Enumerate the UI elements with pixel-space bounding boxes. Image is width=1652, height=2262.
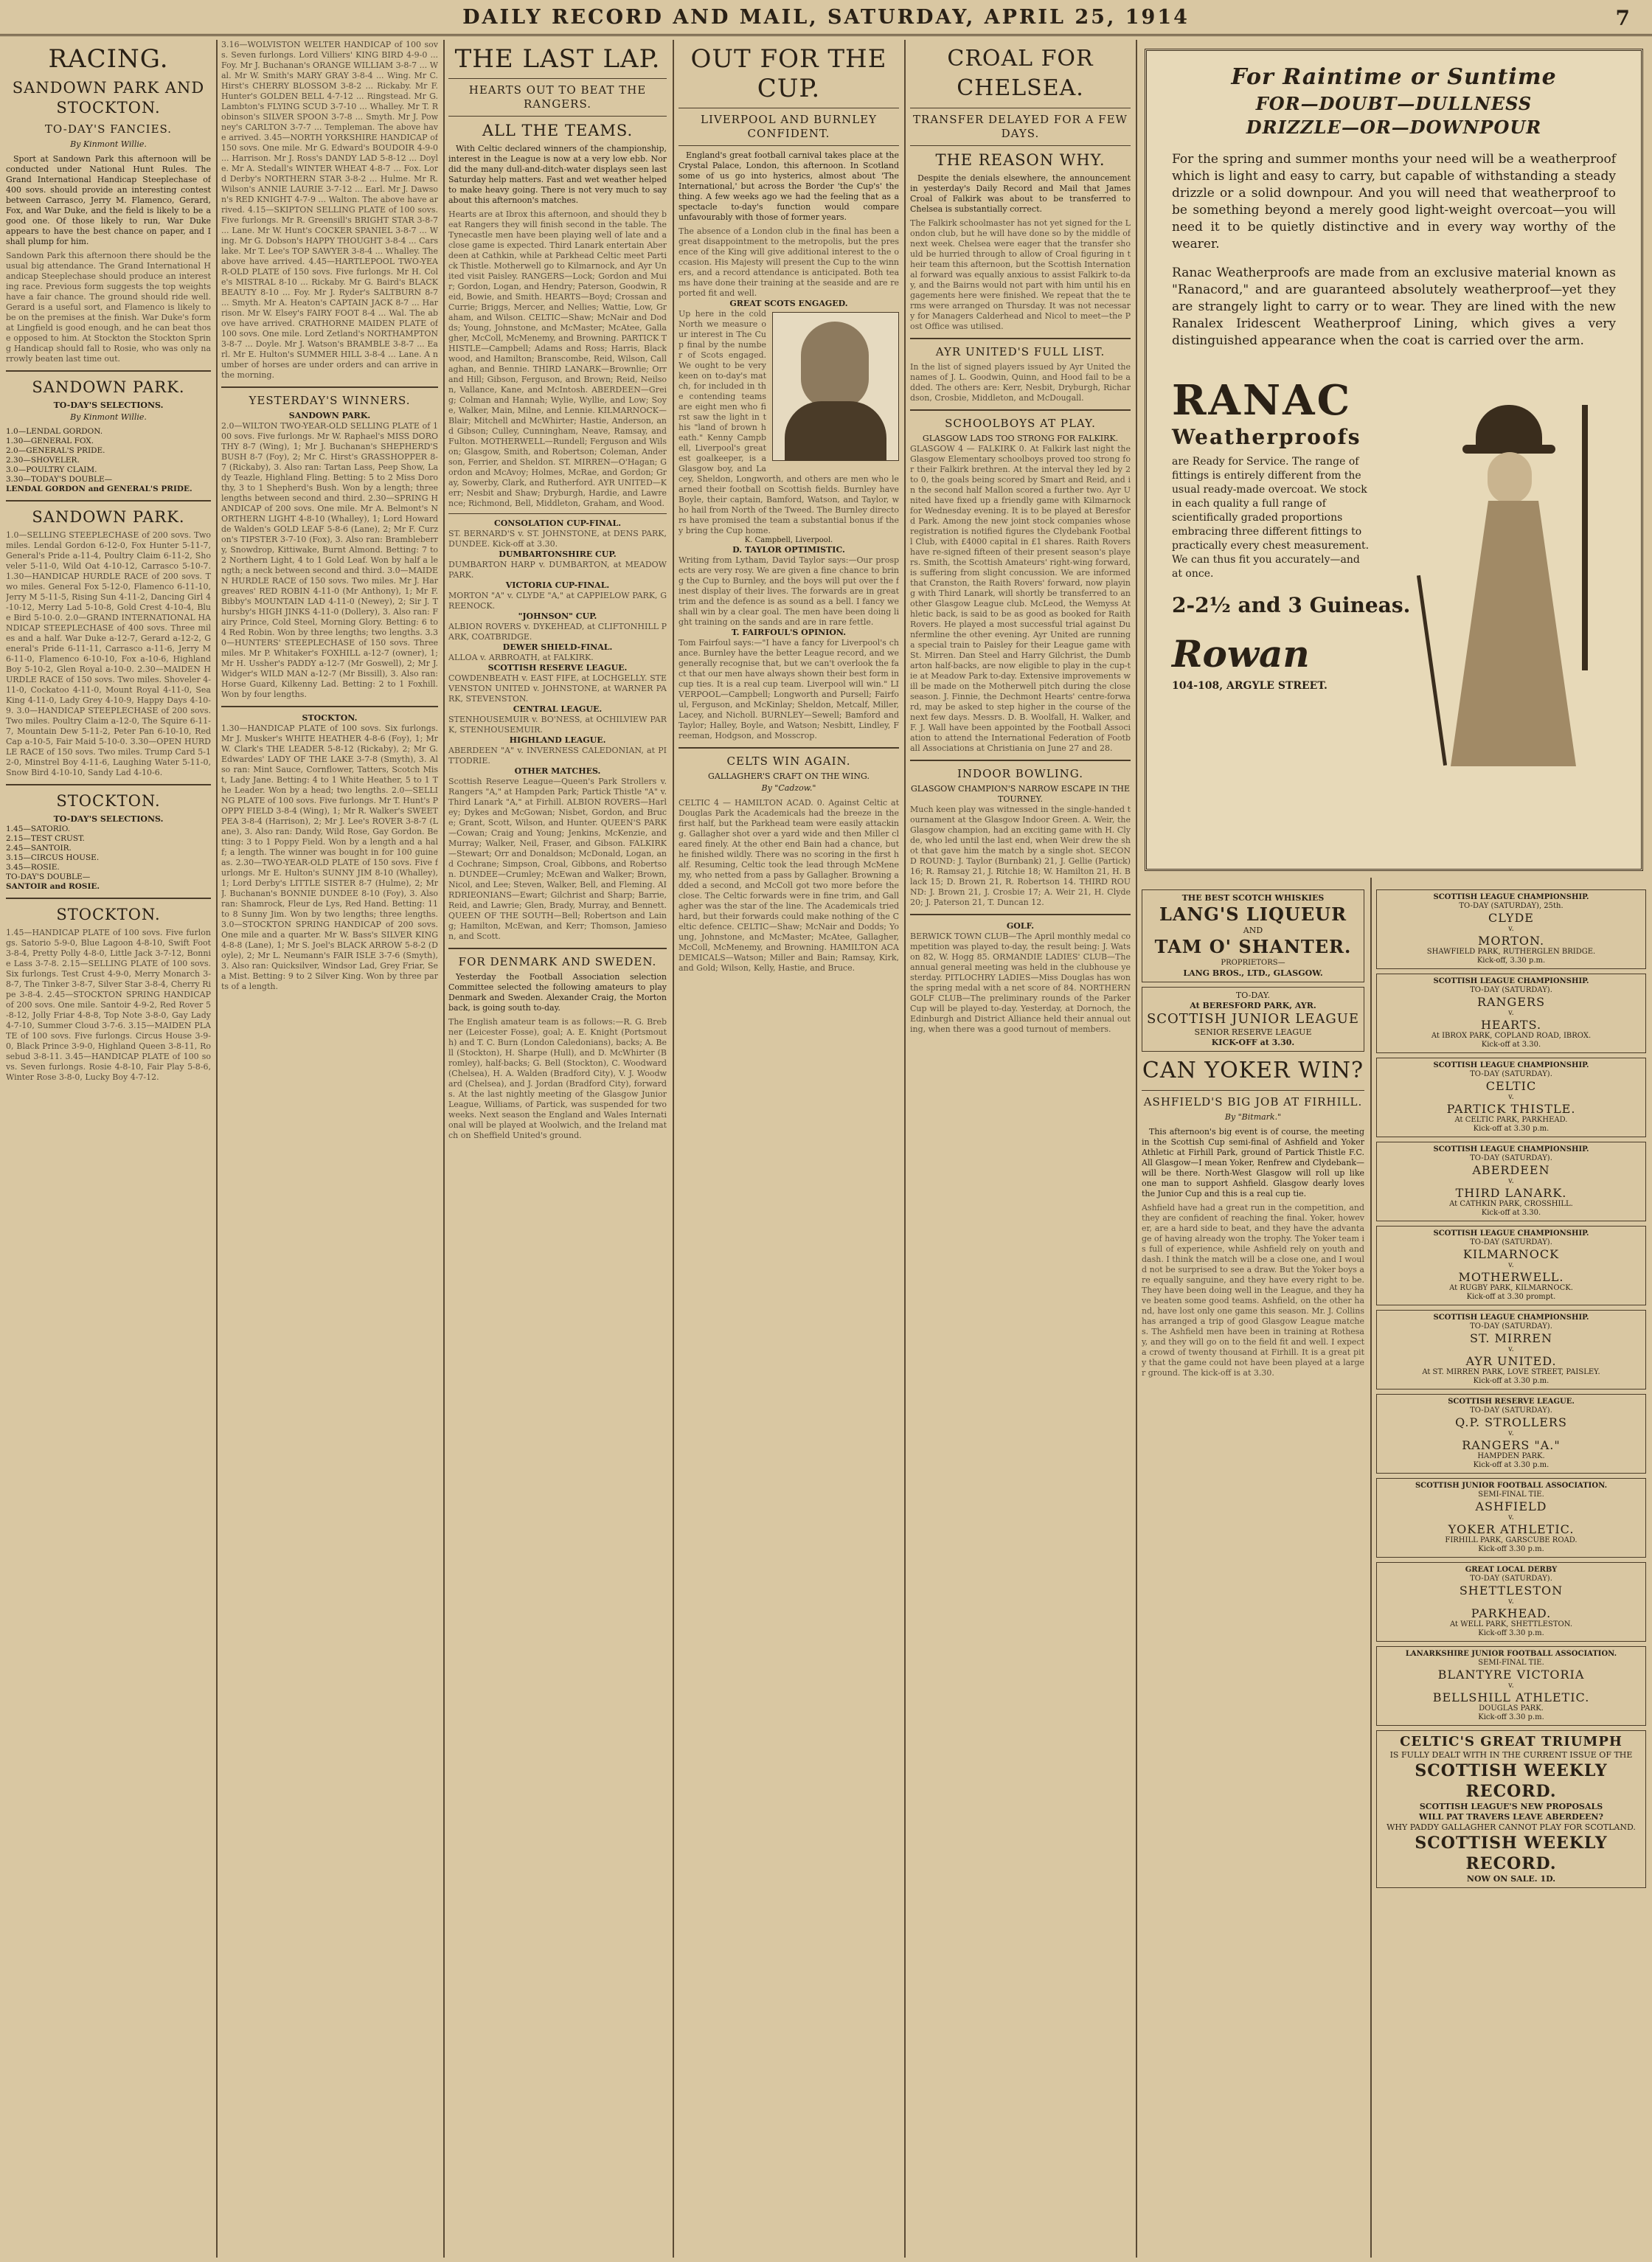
subhead-fairfoul: T. FAIRFOUL'S OPINION.: [731, 628, 847, 637]
fixture-venue: DOUGLAS PARK.: [1479, 1704, 1544, 1713]
fixture-versus: v.: [1508, 1597, 1514, 1606]
subhead-consolation: CONSOLATION CUP-FINAL.: [493, 518, 622, 528]
race-card-filler: 1.0—SELLING STEEPLECHASE of 200 sovs. Two miles. Lendal Gordon 6-12-0, Fox Hunter 5-11-7, General's Pride a-11-4, Poultry Claim 6-11-2, Shoveler 5-11-0, Wild Oat 4-10-12, Carrasco 5-10-7. 1.30—HANDICAP HURDLE RACE of 200 sovs. Two miles. General Fox 5-12-0, Flamenco 6-11-10, Jerry M 5-11-5, Rising Sun 4-11-2, Dancing Girl 4-10-12, Merry Lad 5-10-8, Gold Crest 4-10-4, Blue Bird 5-10-0. 2.0—GRAND INTERNATIONAL HANDICAP STEEPLECHASE of 400 sovs. Three miles and a half. War Duke a-12-7, Gerard a-12-2, General's Pride 6-11-11, Carrasco a-11-6, Jerry M 6-11-0, Flamenco 6-10-10, Fox a-10-6, Highland Boy 5-10-2, Glen Royal a-10-0. 2.30—MAIDEN HURDLE RACE of 150 sovs. Two miles. Shoveler 4-11-0, Cockatoo 4-11-0, Mount Royal 4-11-0, Sea King 4-11-0, Lady Grey 4-10-9, Happy Days 4-10-9. 3.0—HANDICAP STEEPLECHASE of 200 sovs. Two miles. Poultry Claim a-12-0, The Squire 6-11-7, Mountain Dew 5-11-2, Peter Pan 6-10-10, Red Cap a-10-5, Fair Maid 5-10-0. 3.30—OPEN HURDLE RACE of 150 sovs. Two miles. Trump Card 5-12-0, Minstrel Boy 4-11-6, Laughing Water 5-11-0, Snow Bird 4-10-10, Sandy Lad 4-10-6.: [6, 530, 211, 777]
whisky-advertisement: [1142, 889, 1364, 982]
divider: [910, 760, 1131, 761]
lamp-post: [1582, 405, 1588, 670]
fixture-versus: v.: [1508, 1513, 1514, 1522]
fixture-venue: At RUGBY PARK, KILMARNOCK.: [1449, 1284, 1573, 1292]
race-card-filler: 3.16—WOLVISTON WELTER HANDICAP of 100 sovs. Seven furlongs. Lord Villiers' KING BIRD 4-9-0 ... Foy. Mr J. Buchanan's ORANGE WILLIAM 3-8-7 ... Wal. Mr W. Smith's MARY GRAY 3-8-4 ... Wing. Mr C. Hirst's CHERRY BLOSSOM 3-8-2 ... Rickaby. Mr F. Hunter's GOLDEN BELL 4-7-12 ... Ringstead. Mr G. Lambton's FLYING SCUD 3-7-10 ... Whalley. Mr T. Robinson's SILVER SPOON 3-7-8 ... Smyth. Mr J. Powney's CARLTON 3-7-7 ... Templeman. The above have arrived. 3.45—NORTH YORKSHIRE HANDICAP of 150 sovs. One mile. Mr G. Edward's BOUDOIR 4-9-0 ... Harrison. Mr J. Ross's DANDY LAD 5-8-12 ... Doyle. Mr A. Stedall's WINTER WHEAT 4-8-7 ... Fox. Lord Derby's NORTHERN STAR 3-8-2 ... Hulme. Mr R. Wilson's ANNIE LAURIE 3-7-12 ... Earl. Mr J. Dawson's RED KNIGHT 4-7-9 ... Walton. The above have arrived. 4.15—SKIPTON SELLING PLATE of 100 sovs. Five furlongs. Mr R. Greensill's BRIGHT STAR 3-8-7 ... Lane. Mr W. Hunt's COCKER SPANIEL 3-8-7 ... Wing. Mr G. Dobson's HAPPY THOUGHT 3-8-4 ... Carslake. Mr T. Lee's TOP SAWYER 3-8-4 ... Whalley. The above have arrived. 4.45—HARTLEPOOL TWO-YEAR-OLD PLATE of 150 sovs. Five furlongs. Mr H. Cole's MISTRAL 8-10 ... Rickaby. Mr G. Baird's BLACK BEAUTY 8-10 ... Foy. Mr J. Ryder's SALTBURN 8-7 ... Smyth. Mr A. Heaton's CAPTAIN JACK 8-7 ... Harrison. Mr W. Elsey's FAIRY FOOT 8-4 ... Wal. The above have arrived. CRATHORNE MAIDEN PLATE of 100 sovs. One mile. Lord Zetland's NORTHAMPTON 3-8-7 ... Doyle. Mr J. Watson's BRAMBLE 3-8-7 ... Earl. Mr E. Hulton's SUMMER HILL 3-8-4 ... Lane. A number of horses are under orders and can arrive in the morning.: [221, 40, 438, 380]
subhead-yesterdays-winners: YESTERDAY'S WINNERS.: [249, 394, 411, 407]
fixture-box: [1376, 1394, 1646, 1474]
fixture-venue: At ST. MIRREN PARK, LOVE STREET, PAISLEY.: [1422, 1368, 1600, 1376]
article-body-filler: In the list of signed players issued by Ayr United the names of J. L. Goodwin, Quinn, and Hood fail to be added. The others are: Kerr, Nesbit, Dryburgh, Richardson, Crosbie, Middleton, and McDougall.: [910, 362, 1131, 403]
article-paragraph: Sport at Sandown Park this afternoon will be conducted under National Hunt Rules. The Grand International Handicap Steeplechase of 400 sovs. should provide an interesting contest between Carrasco, Jerry M. Flamenco, Gerard, Fox, and War Duke, and the field is likely to be a good one. Of those likely to run, War Duke appears to have the best chance on paper, and I shall plump for him.: [6, 154, 211, 246]
photo-caption: K. Campbell, Liverpool.: [744, 536, 833, 544]
divider: [678, 747, 899, 749]
subhead-schoolboys: SCHOOLBOYS AT PLAY.: [945, 417, 1096, 430]
divider: [6, 500, 211, 502]
promo-line: WHY PADDY GALLAGHER CANNOT PLAY FOR SCOTLAND.: [1386, 1822, 1636, 1832]
fixture-heading: SCOTTISH JUNIOR FOOTBALL ASSOCIATION.: [1415, 1482, 1608, 1490]
fixture-list: [1376, 889, 1646, 1726]
fixture-heading: GREAT LOCAL DERBY: [1465, 1566, 1558, 1574]
team-filler: DUMBARTON HARP v. DUMBARTON, at MEADOW PARK.: [448, 560, 667, 580]
article-body-filler: CELTIC 4 — HAMILTON ACAD. 0. Against Celtic at Douglas Park the Academicals had the breeze in the first half, but the Parkhead team were easily attacking. Gallagher shot over a yard wide and then Miller cleared finely. At the other end Bain had a chance, but he finished wildly. There was no scoring in the first half. Resuming, Celtic took the lead through McMenemy, who netted from a pass by Gallagher. Browning added a second, and McColl got two more before the close. The Celtic forwards were in fine trim, and Gallagher was the star of the line. The Academicals tried hard, but their forwards could make nothing of the Celtic defence. CELTIC—Shaw; McNair and Dodds; Young, Johnstone, and McMaster; McAtee, Gallagher, McColl, McMenemy, and Browning. HAMILTON ACADEMICALS—Watson; Miller and Bain; Ramsay, Kirk, and Gold; Wilson, Kelly, Hastie, and Bruce.: [678, 798, 899, 973]
article-body-filler: Up here in the cold North we measure our interest in The Cup final by the number of Scots engaged. We ought to be very keen on to-day's match, for included in the contending teams are eight men who first saw the light in this "land of brown heath." Kenny Campbell, Liverpool's greatest goalkeeper, is a Glasgow boy, and Lacey, Sheldon, Longworth, and others are men who learned their football on Scottish fields. Burnley have Boyle, their captain, Bamford, Watson, and Taylor, who hail from North of the Tweed. The Burnley directors have promised the team a substantial bonus if they bring the Cup home.: [678, 309, 899, 535]
article-body-filler: The Falkirk schoolmaster has not yet signed for the London club, but he will have done so by the middle of next week. Chelsea were eager that the transfer should be hurried through to allow of Croal figuring in their team this afternoon, but the Scottish International forward was equally anxious to assist Falkirk to-day, and the Bairns would not part with him until his engagements here were finished. We repeat that the terms were arranged on Thursday. It was not necessary for Managers Calderhead and Nicol to meet—the Post Office was utilised.: [910, 218, 1131, 331]
fixture-team: AYR UNITED.: [1465, 1354, 1557, 1368]
selection-item: 2.0—GENERAL'S PRIDE.: [6, 446, 105, 455]
article-paragraph: England's great football carnival takes place at the Crystal Palace, London, this afternoon. In Scotland some of us go into hysterics, almost about 'The International,' but across the Border 'the Cup's' the thing. A few weeks ago we had the feeling that as a spectacle to-day's function would compare unfavourably with those of former years.: [678, 150, 899, 222]
fixture-heading: SCOTTISH LEAGUE CHAMPIONSHIP.: [1433, 1145, 1589, 1153]
subhead-liverpool-burnley: LIVERPOOL AND BURNLEY CONFIDENT.: [700, 113, 878, 140]
article-body-filler: The absence of a London club in the final has been a great disappointment to the metropolis, but the presence of the King will give additional interest to the occasion. His Majesty will present the Cup to the winners, and a record attendance is anticipated. Both teams have done their training at the seaside and are reported fit and well.: [678, 226, 899, 298]
headline-racing: RACING.: [48, 44, 169, 74]
newspaper-title: DAILY RECORD AND MAIL, SATURDAY, APRIL 25, 1914: [462, 5, 1190, 29]
subhead-sandown-park: SANDOWN PARK.: [32, 378, 185, 396]
subhead-hearts: HEARTS OUT TO BEAT THE RANGERS.: [468, 83, 647, 111]
fixture-team: MOTHERWELL.: [1458, 1270, 1564, 1284]
notice-line: KICK-OFF at 3.30.: [1211, 1038, 1295, 1047]
fixture-venue: HAMPDEN PARK.: [1477, 1452, 1545, 1460]
fixture-heading: LANARKSHIRE JUNIOR FOOTBALL ASSOCIATION.: [1405, 1650, 1617, 1658]
fixture-heading: SCOTTISH LEAGUE CHAMPIONSHIP.: [1433, 1061, 1589, 1069]
fixture-date: TO-DAY (SATURDAY), 25th.: [1459, 902, 1564, 910]
selection-item: 2.15—TEST CRUST.: [6, 834, 85, 843]
ad-line: LANG'S LIQUEUR: [1159, 903, 1347, 925]
subhead-dumbartonshire: DUMBARTONSHIRE CUP.: [499, 549, 617, 559]
fixture-team: Q.P. STROLLERS: [1455, 1415, 1567, 1429]
subhead-indoor-bowling: INDOOR BOWLING.: [957, 767, 1083, 780]
subhead-fancies: TO-DAY'S FANCIES.: [44, 122, 173, 136]
fixture-versus: v.: [1508, 925, 1514, 933]
ad-copy: For the spring and summer months your need will be a weatherproof which is light and easy to carry, but capable of withstanding a steady drizzle or a solid downpour. And you will need that weatherproof to be something beyond a merely good light-weight overcoat—you will need it to be quietly distinctive and in every way worthy of the wearer.: [1172, 152, 1616, 251]
fixture-venue: FIRHILL PARK, GARSCUBE ROAD.: [1445, 1536, 1578, 1544]
subhead-other-matches: OTHER MATCHES.: [514, 766, 601, 776]
ad-address: 104-108, ARGYLE STREET.: [1172, 680, 1328, 692]
divider: [448, 513, 667, 514]
subhead-central-league: CENTRAL LEAGUE.: [513, 704, 603, 714]
article-paragraph: With Celtic declared winners of the championship, interest in the League is now at a very low ebb. Nor did the many dull-and-ditch-water displays seen last Saturday help matters. Fast and wet weather helped to make heavy going. There is not very much to say about this afternoon's matches.: [448, 144, 667, 205]
column-rule: [216, 40, 218, 2258]
team-filler: ALLOA v. ARBROATH, at FALKIRK.: [448, 653, 594, 662]
column-rule: [904, 40, 906, 2258]
divider: [221, 706, 438, 707]
fixture-team: ASHFIELD: [1475, 1499, 1547, 1513]
fixture-date: TO-DAY (SATURDAY).: [1470, 1322, 1552, 1331]
selection-item: TO-DAY'S DOUBLE—: [6, 872, 91, 881]
ranac-weatherproofs-advertisement: [1145, 49, 1643, 871]
fixture-heading: SCOTTISH LEAGUE CHAMPIONSHIP.: [1433, 1229, 1589, 1238]
fixture-kickoff: Kick-off 3.30 p.m.: [1478, 1629, 1544, 1637]
ad-line: THE BEST SCOTCH WHISKIES: [1181, 893, 1325, 903]
fixture-versus: v.: [1508, 1429, 1514, 1437]
fixture-versus: v.: [1508, 1261, 1514, 1269]
byline: By Kinmont Willie.: [70, 139, 147, 149]
fixture-heading: SCOTTISH LEAGUE CHAMPIONSHIP.: [1433, 977, 1589, 985]
fixture-team: BELLSHILL ATHLETIC.: [1432, 1690, 1590, 1704]
team-filler: MORTON "A" v. CLYDE "A," at CAPPIELOW PARK, GREENOCK.: [448, 591, 667, 611]
fixture-kickoff: Kick-off 3.30 p.m.: [1478, 1713, 1544, 1721]
ad-price: 2-2½ and 3 Guineas.: [1172, 593, 1411, 617]
figure-head: [1488, 452, 1532, 504]
article-body-filler: Ashfield have had a great run in the competition, and they are confident of reaching the final. Yoker, however, are a hard side to beat, and they have the advantage of having already won the trophy. The Yoker team is full of experience, while Ashfield rely on youth and dash. I think the match will be a close one, and I would not be surprised to see a draw. But the Yoker boys are equally sanguine, and they have every right to be. They have been doing well in the League, and they have beaten some good teams. Ashfield, on the other hand, have lost only one game this season. Mr. J. Collins has arranged a trip of good Glasgow League matches. The Ashfield men have been in training at Rothesay, and they will go on to the field fit and well. I expect a crowd of twenty thousand at Firhill. It is a great pity that the game could not have been played at a larger ground. The kick-off is at 3.30.: [1142, 1203, 1364, 1378]
fixture-venue: SHAWFIELD PARK, RUTHERGLEN BRIDGE.: [1426, 948, 1596, 956]
selection-item: 1.0—LENDAL GORDON.: [6, 427, 103, 436]
race-card-filler: 1.45—HANDICAP PLATE of 100 sovs. Five furlongs. Satorio 5-9-0, Blue Lagoon 4-8-10, Swift Foot 3-8-4, Pretty Polly 4-8-0, Little Jack 3-7-12, Bonnie Lass 3-7-8. 2.15—SELLING PLATE of 100 sovs. Six furlongs. Test Crust 4-9-0, Merry Monarch 3-8-7, The Tinker 3-8-7, Silver Star 3-8-4, Cherry Ripe 3-8-4. 2.45—STOCKTON SPRING HANDICAP of 200 sovs. One mile. Santoir 4-9-2, Red Rover 5-8-12, Jolly Friar 4-8-8, Top Note 3-8-0, Gay Lady 4-7-10, Summer Cloud 3-7-6. 3.15—MAIDEN PLATE of 100 sovs. Five furlongs. Circus House 3-9-0, Black Prince 3-9-0, Highland Queen 3-8-11, Rosebud 3-8-11. 3.45—HANDICAP PLATE of 100 sovs. Seven furlongs. Rosie 4-8-10, Fair Play 5-8-6, Winter Rose 3-8-0, Lucky Boy 4-7-12.: [6, 928, 211, 1082]
fixture-kickoff: Kick-off, 3.30 p.m.: [1476, 957, 1546, 965]
subhead-dewer-shield: DEWER SHIELD-FINAL.: [502, 642, 613, 652]
fixture-box: [1376, 1058, 1646, 1137]
article-body-filler: The English amateur team is as follows:—R. G. Brebner (Leicester Fosse), goal; A. E. Knight (Portsmouth) and T. C. Burn (London Caledonians), backs; A. Bell (Stockton), H. Sharpe (Hull), and D. McWhirter (Bromley), half-backs; G. Bell (Stockton), C. Woodward (Chelsea), H. A. Walden (Bradford City), V. J. Woodward (Chelsea), and J. Jordan (Bradford City), forwards. At the last nightly meeting of the Glasgow Junior League, Williams, of Partick, was suspended for two weeks. Next season the England and Wales International will be played at Woolwich, and the Ireland match on Sheffield United's ground.: [448, 1017, 667, 1140]
fixture-versus: v.: [1508, 1093, 1514, 1101]
notice-line: SCOTTISH JUNIOR LEAGUE: [1146, 1011, 1360, 1027]
fixture-date: SEMI-FINAL TIE.: [1478, 1659, 1544, 1667]
subhead-johnson-cup: "JOHNSON" CUP.: [518, 611, 597, 621]
masthead: [0, 0, 1652, 36]
fixture-kickoff: Kick-off at 3.30 p.m.: [1473, 1461, 1549, 1469]
subhead-ashfield: ASHFIELD'S BIG JOB AT FIRHILL.: [1143, 1095, 1363, 1109]
promo-line: WILL PAT TRAVERS LEAVE ABERDEEN?: [1419, 1812, 1603, 1822]
fixture-heading: SCOTTISH RESERVE LEAGUE.: [1448, 1398, 1575, 1406]
team-filler: ST. BERNARD'S v. ST. JOHNSTONE, at DENS PARK, DUNDEE. Kick-off at 3.30.: [448, 529, 667, 549]
fixture-versus: v.: [1508, 1345, 1514, 1353]
fixture-team: YOKER ATHLETIC.: [1448, 1522, 1575, 1536]
fixture-date: TO-DAY (SATURDAY).: [1470, 1238, 1552, 1246]
fixture-team: ABERDEEN: [1472, 1163, 1550, 1177]
headline-out-for-cup: OUT FOR THE CUP.: [690, 44, 887, 103]
fixture-versus: v.: [1508, 1682, 1514, 1690]
selection-item: 3.30—TODAY'S DOUBLE—: [6, 475, 113, 484]
subhead-transfer-delayed: TRANSFER DELAYED FOR A FEW DAYS.: [913, 113, 1128, 140]
promo-line: SCOTTISH WEEKLY RECORD.: [1415, 1761, 1608, 1801]
promo-line: IS FULLY DEALT WITH IN THE CURRENT ISSUE OF THE: [1389, 1750, 1633, 1760]
fixture-team: ST. MIRREN: [1470, 1331, 1552, 1345]
selections-heading: TO-DAY'S SELECTIONS.: [53, 400, 164, 410]
gentleman-illustration: [1423, 405, 1607, 788]
column-race-cards: [221, 40, 438, 2258]
fixture-box: [1376, 1310, 1646, 1390]
fixture-versus: v.: [1508, 1177, 1514, 1185]
fixture-team: PARKHEAD.: [1471, 1606, 1552, 1620]
fixture-versus: v.: [1508, 1009, 1514, 1017]
ad-description: are Ready for Service. The range of fittings is entirely different from the usual ready-made overcoat. We stock in each quality a full range of scientifically graded proportions embracing three different fittings to practically every chest measurement. We can thus fit you accurately—and at once.: [1172, 456, 1370, 580]
fixture-team: KILMARNOCK: [1462, 1247, 1560, 1261]
fixture-team: CELTIC: [1485, 1079, 1537, 1093]
article-paragraph: Yesterday the Football Association selection Committee selected the following amateurs to play Denmark and Sweden. Alexander Craig, the Morton back, is going south to-day.: [448, 972, 667, 1013]
article-paragraph: This afternoon's big event is of course, the meeting in the Scottish Cup semi-final of Ashfield and Yoker Athletic at Firhill Park, ground of Partick Thistle F.C. All Glasgow—I mean Yoker, Renfrew and Clydebank—will be there. North-West Glasgow will roll up like one man to support Ashfield. Glasgow dearly loves the Junior Cup and this is a real cup tie.: [1142, 1127, 1364, 1198]
results-filler: 2.0—WILTON TWO-YEAR-OLD SELLING PLATE of 100 sovs. Five furlongs. Mr W. Raphael's MISS DOROTHY 8-7 (Wing), 1; Mr J. Buchanan's SHEPHERD'S BUSH 8-7 (Foy), 2; Mr C. Hirst's GRASSHOPPER 8-7 (Rickaby), 3. Also ran: Tartan Lass, Peep Show, Lady Teazle, Highland Fling. Betting: 5 to 2 Miss Dorothy, 3 to 1 Shepherd's Bush. Won by a length; three lengths between second and third. 2.30—SPRING HANDICAP of 200 sovs. One mile. Mr A. Belmont's NORTHERN LIGHT 4-8-10 (Whalley), 1; Lord Howard de Walden's GOLD LEAF 5-8-6 (Lane), 2; Mr F. Curzon's TIPSTER 3-7-10 (Fox), 3. Also ran: Brambleberry, Snowdrop, Kittiwake, Burnt Almond. Betting: 7 to 2 Northern Light, 4 to 1 Gold Leaf. Won by half a length; a neck between second and third. 3.0—MAIDEN HURDLE RACE of 150 sovs. Two miles. Mr J. Hargreaves' RED ROBIN 4-11-0 (Mr Anthony), 1; Mr F. Bibby's MOUNTAIN LAD 4-11-0 (Newey), 2; Sir J. Thursby's HIGH JINKS 4-11-0 (Dollery), 3. Also ran: Fairy Prince, Cold Steel, Morning Glory. Betting: 6 to 4 Red Robin. Won by three lengths; two lengths. 3.30—HUNTERS' STEEPLECHASE of 150 sovs. Three miles. Mr P. Whitaker's FOXHILL a-12-7 (owner), 1; Mr H. Ussher's PADDY a-12-7 (Mr Goswell), 2; Mr J. Widger's WILD MAN a-12-7 (Mr Bissill), 3. Also ran: Horse Guard, Kilkenny Lad. Betting: 2 to 1 Foxhill. Won by four lengths.: [221, 421, 438, 699]
column-last-lap: [448, 40, 667, 2258]
byline: By Kinmont Willie.: [70, 412, 147, 422]
byline: By "Cadzow.": [761, 783, 816, 793]
divider: [1142, 1090, 1364, 1091]
notice-line: SENIOR RESERVE LEAGUE: [1194, 1027, 1312, 1037]
fixture-date: TO-DAY (SATURDAY).: [1470, 1154, 1552, 1162]
ad-brand: RANAC: [1172, 376, 1353, 425]
divider: [221, 386, 438, 388]
fixture-date: TO-DAY (SATURDAY).: [1470, 1070, 1552, 1078]
promo-line: NOW ON SALE. 1D.: [1466, 1874, 1556, 1884]
article-body-filler: BERWICK TOWN CLUB—The April monthly medal competition was played to-day, the result being: J. Watson 82, W. Hogg 85. ORMANDIE LADIES' CLUB—The annual general meeting was held in the clubhouse yesterday. PITLOCHRY LADIES—Miss Douglas has won the spring medal with a net score of 84. NORTHERN GOLF CLUB—The preliminary rounds of the Parker Cup will be played to-day. Yesterday, at Dornoch, the Edinburgh and District Alliance held their annual outing, when there was a good turnout of members.: [910, 931, 1131, 1034]
fixture-heading: SCOTTISH LEAGUE CHAMPIONSHIP.: [1433, 893, 1589, 901]
fixture-notice: [1142, 987, 1364, 1052]
divider: [6, 898, 211, 899]
fixture-venue: At CATHKIN PARK, CROSSHILL.: [1449, 1200, 1573, 1208]
fixture-team: THIRD LANARK.: [1455, 1186, 1567, 1200]
selection-item: 1.30—GENERAL FOX.: [6, 437, 94, 445]
fixture-kickoff: Kick-off at 3.30 p.m.: [1473, 1125, 1549, 1133]
promo-line: CELTIC'S GREAT TRIUMPH: [1400, 1734, 1622, 1749]
fixture-box: [1376, 1646, 1646, 1726]
article-body-filler: Writing from Lytham, David Taylor says:—Our prospects are very rosy. We are given a fine chance to bring the Cup to Burnley, and the boys will put over the finest display of their lives. The forwards are in great trim and the defence is as sound as a bell. I fancy we shall win by a clear goal. The men have been doing light training on the sands and are in rare fettle.: [678, 555, 899, 627]
fixture-kickoff: Kick-off at 3.30.: [1481, 1209, 1541, 1217]
fixture-box: [1376, 1142, 1646, 1221]
fixture-venue: At WELL PARK, SHETTLESTON.: [1449, 1620, 1572, 1628]
article-body-filler: Scottish Reserve League—Queen's Park Strollers v. Rangers "A," at Hampden Park; Partick Thistle "A" v. Third Lanark "A," at Firhill. ALBION ROVERS—Harley; Dykes and McGowan; Nisbet, Gordon, and Bruce; Grant, Scott, Wilson, and Hunter. QUEEN'S PARK—Cowan; Craig and Young; Jenkins, McKenzie, and Murray; Walker, Neil, Fraser, and Gibson. FALKIRK—Stewart; Orr and Donaldson; McDonald, Logan, and Cochrane; Simpson, Croal, Gibbons, and Robertson. DUNDEE—Crumley; McEwan and Walker; Brown, Nicol, and Lee; Steven, Walker, Bell, and Fleming. AIRDRIEONIANS—Ewart; Gilchrist and Sharp; Barrie, Reid, and Lawrie; Glen, Brady, Murray, and Bennett. QUEEN OF THE SOUTH—Bell; Robertson and Laing; Hamilton, McEwan, and Kerr; Thomson, Jamieson, and Scott.: [448, 777, 667, 941]
team-filler: COWDENBEATH v. EAST FIFE, at LOCHGELLY. STEVENSTON UNITED v. JOHNSTONE, at WARNER PARK, STEVENSTON.: [448, 673, 667, 704]
subhead-stockton-2: STOCKTON.: [56, 906, 161, 923]
article-body-filler: GLASGOW 4 — FALKIRK 0. At Falkirk last night the Glasgow Elementary schoolboys proved too strong for their Falkirk brethren. At the interval they led by 2 to 0, the goals being scored by Smart and Reid, and in the second half Mallon scored a further two. Ayr United have fixed up a friendly game with Kilmarnock for Wednesday evening. It is to be played at Beresford Park. Among the new joint stock companies whose registration is notified figures the Clydebank Football Club, with £4000 capital in £1 shares. Raith Rovers have re-signed fifteen of their present season's players. Smith, the Scottish Amateurs' right-wing forward, is suffering from slight concussion. We are informed that Cranston, the Raith Rovers' forward, now playing with Third Lanark, will shortly be transferred to another Glasgow League club. McLeod, the Wemyss Athletic back, is said to be as good as booked for Raith Rovers. He played a most successful trial against Dunfermline the other evening. Ayr United are running a special train to Paisley for their League game with St. Mirren. Dan Steel and Harry Gilchrist, the Dumbarton half-backs, are now eligible to play in the cup-tie at Meadow Park to-day. Extensive improvements will be made on the Motherwell pitch during the close season. J. Finnie, the Dechmont Hearts' centre-forward, may be asked to step higher in the course of the next few days. Messrs. D. B. Woolfall, H. Walker, and F. J. Wall have been appointed by the Football Association to attend the International Federation of Football Associations at Christiania on June 27 and 28.: [910, 444, 1131, 753]
ad-line: TAM O' SHANTER.: [1154, 936, 1352, 957]
subhead-sandown: SANDOWN PARK.: [288, 411, 371, 420]
promo-line: SCOTTISH LEAGUE'S NEW PROPOSALS: [1419, 1802, 1603, 1811]
ad-brand-sub: Weatherproofs: [1172, 425, 1361, 449]
team-filler: ALBION ROVERS v. DYKEHEAD, at CLIFTONHILL PARK, COATBRIDGE.: [448, 622, 667, 642]
fixture-team: HEARTS.: [1480, 1018, 1542, 1032]
fixture-date: TO-DAY (SATURDAY).: [1470, 986, 1552, 994]
subhead-gallagher: GALLAGHER'S CRAFT ON THE WING.: [708, 771, 870, 781]
subhead-celts-win: CELTS WIN AGAIN.: [726, 754, 851, 768]
selections-heading: TO-DAY'S SELECTIONS.: [53, 814, 164, 824]
headline-last-lap: THE LAST LAP.: [454, 44, 661, 74]
ad-logo: Rowan: [1172, 632, 1310, 676]
ad-line: PROPRIETORS—: [1221, 959, 1285, 967]
ad-copy: Ranac Weatherproofs are made from an exclusive material known as "Ranacord," and are guaranteed absolutely weatherproof—yet they are strangely light to carry or to wear. They are lined with the new Ranalex Iridescent Weatherproof Lining, which gives a very distinguished appearance when the coat is carried over the arm.: [1172, 266, 1616, 348]
selection-item: LENDAL GORDON and GENERAL'S PRIDE.: [6, 485, 192, 493]
byline: By "Bitmark.": [1224, 1112, 1282, 1122]
subhead-ayr-united: AYR UNITED'S FULL LIST.: [935, 345, 1106, 358]
column-whisky-yoker: [1142, 885, 1364, 2258]
subhead-highland-league: HIGHLAND LEAGUE.: [509, 735, 606, 745]
selection-item: SANTOIR and ROSIE.: [6, 882, 100, 891]
results-filler: 1.30—HANDICAP PLATE of 100 sovs. Six furlongs. Mr J. Musker's WHITE HEATHER 4-8-6 (Foy), 1; Mr W. Clark's THE LEADER 5-8-12 (Rickaby), 2; Mr G. Edwardes' LADY OF THE LAKE 3-7-8 (Smyth), 3. Also ran: Mint Sauce, Cornflower, Tatters, Scotch Mist, Lady Jane. Betting: 4 to 1 White Heather, 5 to 1 The Leader. Won by a head; two lengths. 2.0—SELLING PLATE of 100 sovs. Five furlongs. Mr T. Hunt's POPPY FIELD 3-8-4 (Wing), 1; Mr R. Walker's SWEET PEA 3-8-4 (Harrison), 2; Mr J. Lee's ROVER 3-8-7 (Lane), 3. Also ran: Dandy, Wild Rose, Gay Gordon. Betting: 3 to 1 Poppy Field. Won by a length and a half; a length. The winner was bought in for 100 guineas. 2.30—TWO-YEAR-OLD PLATE of 150 sovs. Five furlongs. Mr E. Hulton's SUNNY JIM 8-10 (Whalley), 1; Lord Derby's LITTLE SISTER 8-7 (Hulme), 2; Mr J. Buchanan's BONNIE DUNDEE 8-10 (Foy), 3. Also ran: Shamrock, Fleur de Lys, Red Hand. Betting: 11 to 8 Sunny Jim. Won by two lengths; three lengths. 3.0—STOCKTON SPRING HANDICAP of 200 sovs. One mile and a quarter. Mr W. Bass's SILVER KING 4-8-8 (Lane), 1; Mr S. Joel's BLACK ARROW 5-8-2 (Doyle), 2; Mr L. Neumann's FAIR ISLE 3-7-6 (Smyth), 3. Also ran: Quicksilver, Windsor Lad, Grey Friar, Sea Mist. Betting: 9 to 2 Silver King. Won by three parts of a length.: [221, 724, 438, 991]
subhead-denmark-sweden: FOR DENMARK AND SWEDEN.: [458, 955, 657, 968]
fixture-date: TO-DAY (SATURDAY).: [1470, 1406, 1552, 1415]
column-racing: [6, 40, 211, 2258]
team-filler: STENHOUSEMUIR v. BO'NESS, at OCHILVIEW PARK, STENHOUSEMUIR.: [448, 715, 667, 735]
fixture-team: MORTON.: [1477, 934, 1545, 948]
subhead-reason-why: THE REASON WHY.: [935, 151, 1106, 169]
subhead-stockton: STOCKTON.: [56, 792, 161, 810]
ad-headline: For Raintime or Suntime: [1231, 64, 1557, 90]
top-hat: [1476, 405, 1542, 449]
article-paragraph: Despite the denials elsewhere, the announcement in yesterday's Daily Record and Mail that James Croal of Falkirk was about to be transferred to Chelsea is substantially correct.: [910, 173, 1131, 214]
subhead-glasgow-lads: GLASGOW LADS TOO STRONG FOR FALKIRK.: [922, 434, 1119, 443]
column-rule: [443, 40, 445, 2258]
column-rule: [1136, 40, 1137, 2258]
fixture-date: SEMI-FINAL TIE.: [1478, 1491, 1544, 1499]
column-rule: [1370, 878, 1372, 2258]
divider: [448, 948, 667, 949]
page-number: 7: [1615, 6, 1630, 30]
subhead-sandown-stockton: SANDOWN PARK AND STOCKTON.: [12, 79, 205, 117]
figure-coat: [1451, 501, 1576, 766]
fixture-kickoff: Kick-off 3.30 p.m.: [1478, 1545, 1544, 1553]
subhead-taylor: D. TAYLOR OPTIMISTIC.: [732, 545, 845, 555]
notice-line: TO-DAY.: [1235, 991, 1271, 1000]
divider: [910, 409, 1131, 411]
fixture-box: [1376, 1562, 1646, 1642]
fixture-kickoff: Kick-off at 3.30 prompt.: [1466, 1293, 1556, 1301]
promo-line: SCOTTISH WEEKLY RECORD.: [1415, 1833, 1608, 1873]
fixture-box: [1376, 974, 1646, 1053]
divider: [910, 338, 1131, 339]
subhead-golf: GOLF.: [1006, 921, 1035, 931]
fixture-kickoff: Kick-off at 3.30 p.m.: [1473, 1377, 1549, 1385]
fixture-box: [1376, 1478, 1646, 1558]
divider: [448, 116, 667, 117]
subhead-glasgow-champion: GLASGOW CHAMPION'S NARROW ESCAPE IN THE TOURNEY.: [910, 784, 1131, 804]
fixture-date: TO-DAY (SATURDAY).: [1470, 1575, 1552, 1583]
headline-croal: CROAL FOR CHELSEA.: [947, 46, 1094, 101]
fixture-heading: SCOTTISH LEAGUE CHAMPIONSHIP.: [1433, 1314, 1589, 1322]
selection-item: 3.0—POULTRY CLAIM.: [6, 465, 97, 474]
fixture-venue: At IBROX PARK, COPLAND ROAD, IBROX.: [1431, 1032, 1592, 1040]
divider: [6, 784, 211, 785]
fixture-team: RANGERS "A.": [1462, 1438, 1561, 1452]
divider: [910, 914, 1131, 915]
fixture-team: BLANTYRE VICTORIA: [1437, 1668, 1585, 1682]
subhead-victoria-cup: VICTORIA CUP-FINAL.: [505, 580, 610, 590]
fixture-kickoff: Kick-off at 3.30.: [1481, 1041, 1541, 1049]
column-out-for-cup: [678, 40, 899, 2258]
subhead-stockton-results: STOCKTON.: [302, 713, 358, 723]
subhead-great-scots: GREAT SCOTS ENGAGED.: [729, 299, 848, 308]
ad-line: AND: [1243, 926, 1263, 935]
ad-line: LANG BROS., LTD., GLASGOW.: [1183, 968, 1323, 978]
divider: [910, 145, 1131, 146]
article-body-filler: Tom Fairfoul says:—"I have a fancy for Liverpool's chance. Burnley have the better League record, and we generally recognise that, but we can't overlook the fact that our men have always shown their best form in cup ties. It is a real cup team. Liverpool will win." LIVERPOOL—Campbell; Longworth and Pursell; Fairfoul, Ferguson, and McKinlay; Sheldon, Metcalf, Miller, Lacey, and Nicholl. BURNLEY—Sewell; Bamford and Taylor; Halley, Boyle, and Watson; Nesbitt, Lindley, Freeman, Hodgson, and Mosscrop.: [678, 638, 899, 740]
ad-headline: FOR—DOUBT—DULLNESS: [1255, 93, 1533, 114]
selection-item: 2.45—SANTOIR.: [6, 844, 72, 853]
divider: [448, 78, 667, 79]
fixture-team: PARTICK THISTLE.: [1446, 1102, 1576, 1116]
article-body-filler: Much keen play was witnessed in the single-handed tournament at the Glasgow Indoor Green. A. Weir, the Glasgow champion, had an exciting game with H. Clyde, who led until the last end, when Weir drew the shot that gave him the match by a single shot. SECOND ROUND: J. Taylor (Burnbank) 21, J. Gellie (Partick) 16; R. Ramsay 21, J. Ritchie 18; W. Hamilton 21, H. Black 15; D. Brown 21, R. Robertson 14. THIRD ROUND: J. Brown 21, J. Crosbie 17; A. Weir 21, H. Clyde 20; J. Paterson 21, T. Duncan 12.: [910, 805, 1131, 907]
article-body-filler: Sandown Park this afternoon there should be the usual big attendance. The Grand International Handicap Steeplechase should produce an interesting race. Previous form suggests the top weights have a fair chance. The ground should ride well. Gerard is a useful sort, and Flamenco is likely to be on the premises at the finish. War Duke's form at Lingfield is good enough, and he can beat those opposed to him. At Stockton the Stockton Spring Handicap should fall to Rosie, who was only narrowly beaten last time out.: [6, 251, 211, 364]
fixture-team: CLYDE: [1488, 911, 1534, 925]
headline-yoker: CAN YOKER WIN?: [1142, 1058, 1364, 1083]
subhead-reserve-league: SCOTTISH RESERVE LEAGUE.: [487, 663, 628, 673]
fixture-venue: At CELTIC PARK, PARKHEAD.: [1454, 1116, 1568, 1124]
fixture-box: [1376, 889, 1646, 969]
fixture-team: SHETTLESTON: [1459, 1583, 1564, 1597]
subhead-sandown-park-2: SANDOWN PARK.: [32, 508, 185, 526]
fixture-box: [1376, 1226, 1646, 1305]
team-filler: ABERDEEN "A" v. INVERNESS CALEDONIAN, at PITTODRIE.: [448, 746, 667, 766]
fixture-team: RANGERS: [1476, 995, 1546, 1009]
article-body-filler: Hearts are at Ibrox this afternoon, and should they beat Rangers they will finish second in the table. The Tynecastle men have been playing well of late and a close game is expected. Third Lanark entertain Aberdeen at Cathkin, while at Parkhead Celtic meet Partick Thistle. Motherwell go to Kilmarnock, and Ayr United visit Paisley. RANGERS—Lock; Gordon and Muir; Gordon, Logan, and Hendry; Paterson, Goodwin, Reid, Bowie, and Smith. HEARTS—Boyd; Crossan and Currie; Briggs, Mercer, and Nellies; Wattie, Low, Graham, and Wilson. CELTIC—Shaw; McNair and Dodds; Young, Johnstone, and McMaster; McAtee, Gallagher, McColl, McMenemy, and Browning. PARTICK THISTLE—Campbell; Adams and Ross; Harris, Blackwood, and Hamilton; Branscombe, Reid, Wilson, Callaghan, and Bennie. THIRD LANARK—Brownlie; Orr and Hill; Gibson, Ferguson, and Brown; Reid, Neilson, Vallance, Kane, and McIntosh. ABERDEEN—Greig; Colman and Hannah; Wylie, Wyllie, and Low; Soye, Walker, Main, Milne, and Lennie. KILMARNOCK—Blair; Mitchell and McWhirter; Hastie, Anderson, and Gibson; Culley, Cunningham, Neave, Ramsay, and Fulton. MOTHERWELL—Rundell; Ferguson and Wilson; Glasgow, Smith, and Robertson; Coleman, Anderson, Ferrier, and Sheldon. ST. MIRREN—O'Hagan; Gordon and McAvoy; Holmes, McRae, and Gordon; Gray, Sowerby, Clark, and Rutherford. AYR UNITED—Kerr; Nesbit and Shaw; Dryburgh, Hardie, and Lawrence; Richmond, Bell, Middleton, Graham, and Wood.: [448, 209, 667, 508]
selection-item: 1.45—SATORIO.: [6, 825, 71, 833]
weekly-record-promo: [1376, 1730, 1646, 1888]
column-croal-chelsea: [910, 40, 1131, 2258]
selection-item: 3.15—CIRCUS HOUSE.: [6, 853, 100, 862]
divider: [678, 145, 899, 146]
column-rule: [673, 40, 674, 2258]
column-fixtures: [1376, 885, 1646, 2258]
selection-item: 2.30—SHOVELER.: [6, 456, 80, 465]
divider: [6, 370, 211, 372]
selection-item: 3.45—ROSIE.: [6, 863, 60, 872]
ad-headline: DRIZZLE—OR—DOWNPOUR: [1246, 117, 1542, 138]
subhead-all-teams: ALL THE TEAMS.: [482, 122, 634, 139]
notice-line: At BERESFORD PARK, AYR.: [1190, 1001, 1316, 1010]
